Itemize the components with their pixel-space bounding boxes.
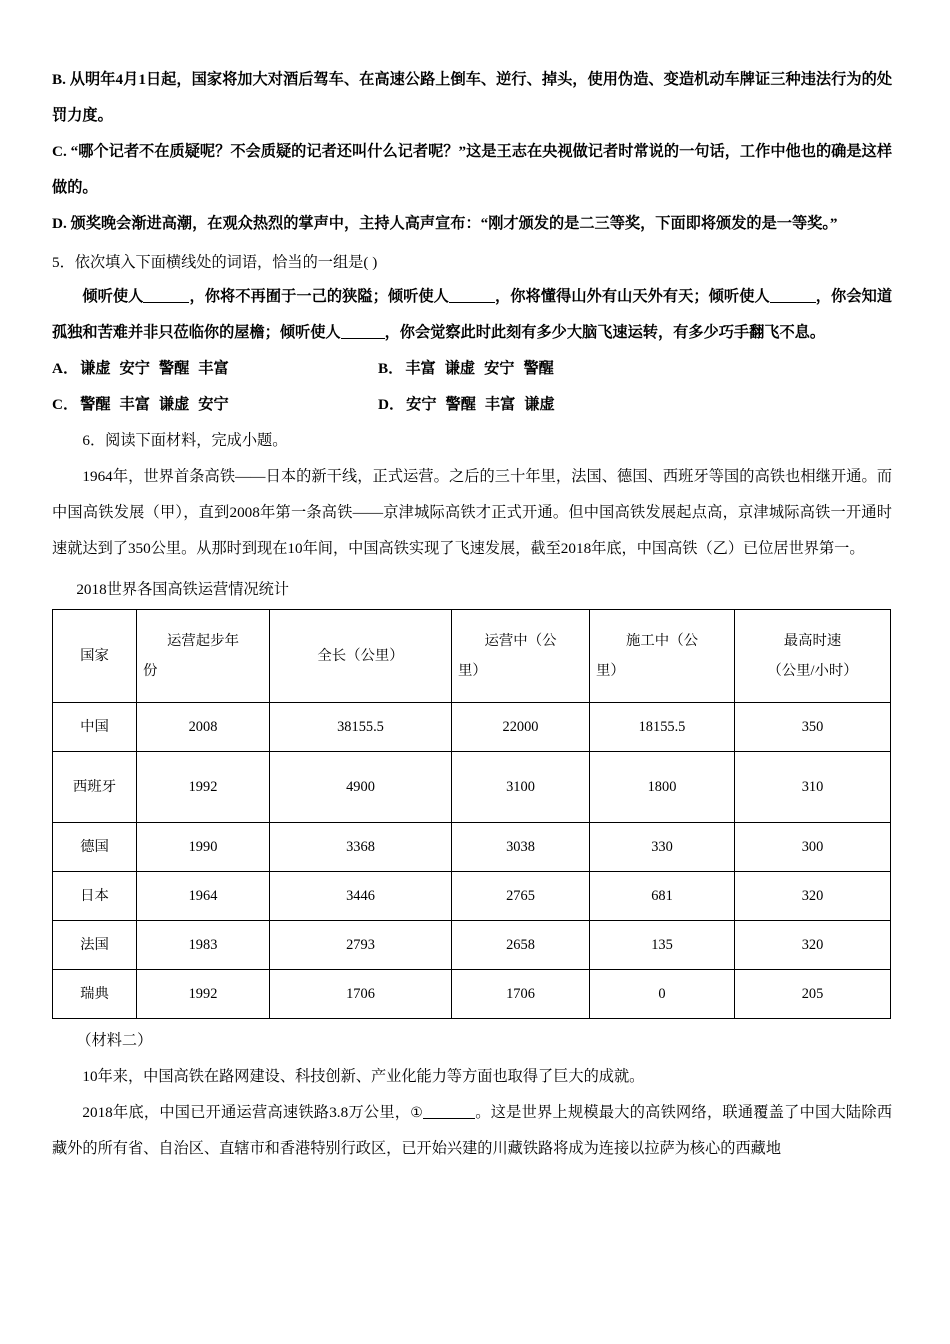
choice-a-words [80, 360, 229, 377]
cell-construction-km: 0 [590, 970, 735, 1019]
choice-c-label: C． [52, 396, 79, 413]
question-5-passage [52, 279, 892, 351]
header-operating [452, 610, 590, 703]
passage-segment-3: ，你将懂得山外有山天外有天；倾听使人 [494, 288, 770, 305]
header-total-length-line1: 全长（公里） [317, 648, 404, 664]
cell-start-year: 2008 [137, 703, 270, 752]
choice-a-word-3: 警醒 [158, 360, 190, 377]
choice-a-word-2: 安宁 [119, 360, 150, 377]
passage-segment-4: ，你会知道孤独和苦难并非只莅临你的屋檐；倾听使人 [52, 288, 893, 341]
header-country [53, 610, 137, 703]
choice-a-label: A． [52, 360, 79, 377]
option-c-text: “哪个记者不在质疑呢？不会质疑的记者还叫什么记者呢？”这是王志在央视做记者时常说的一句话，工作中他也的确是这样做的。 [52, 143, 893, 196]
cell-construction-km: 681 [590, 872, 735, 921]
material-two-p2-part-b: 。这是世界上规模最大的高铁网络，联通覆盖了中国大陆除西藏外的所有省、自治区、直辖市和香港特别行政区，已开始兴建的川藏铁路将成为连接以拉萨为核心的西藏地 [52, 1104, 893, 1157]
cell-total-km: 4900 [270, 752, 452, 823]
table-row [53, 752, 891, 823]
choice-d-label: D． [378, 396, 405, 413]
high-speed-rail-table [52, 609, 891, 1019]
table-row [53, 823, 891, 872]
choice-a-word-1: 谦虚 [80, 360, 111, 377]
material-two-paragraph-2 [52, 1095, 892, 1167]
cell-total-km: 38155.5 [270, 703, 452, 752]
option-d-label: D. [52, 215, 67, 232]
choice-c-word-1: 警醒 [80, 396, 111, 413]
option-d-text: 颁奖晚会渐进高潮，在观众热烈的掌声中，主持人高声宣布：“刚才颁发的是二三等奖，下面即将颁发的是一等奖。” [70, 215, 838, 232]
choice-d-word-2: 警醒 [445, 396, 476, 413]
choice-b-word-2: 谦虚 [444, 360, 476, 377]
cell-start-year: 1992 [137, 970, 270, 1019]
cell-construction-km: 1800 [590, 752, 735, 823]
cell-max-speed: 320 [735, 921, 891, 970]
cell-start-year: 1964 [137, 872, 270, 921]
cell-operating-km: 22000 [452, 703, 590, 752]
cell-total-km: 3446 [270, 872, 452, 921]
option-d-question4 [52, 206, 892, 242]
cell-country: 西班牙 [53, 752, 137, 823]
cell-operating-km: 2765 [452, 872, 590, 921]
cell-construction-km: 135 [590, 921, 735, 970]
choice-b-label: B． [378, 360, 404, 377]
cell-max-speed: 310 [735, 752, 891, 823]
choice-c-word-4: 安宁 [198, 396, 229, 413]
table-row [53, 970, 891, 1019]
cell-start-year: 1990 [137, 823, 270, 872]
passage-segment-2: ，你将不再囿于一己的狭隘；倾听使人 [189, 288, 449, 305]
option-b-label: B. [52, 71, 66, 88]
choice-b-word-1: 丰富 [405, 360, 436, 377]
choice-d-word-4: 谦虚 [524, 396, 555, 413]
header-construction-line2: 里） [596, 663, 625, 679]
blank-marker-1: ① [410, 1105, 424, 1121]
choice-row-2 [52, 387, 892, 423]
cell-max-speed: 320 [735, 872, 891, 921]
option-c-question4 [52, 134, 892, 206]
choice-b-words [405, 360, 554, 377]
question-6-number: 6． [82, 432, 106, 449]
page-content [52, 62, 892, 1167]
header-operating-line2: 里） [458, 663, 487, 679]
choice-a[interactable] [52, 351, 229, 387]
cell-total-km: 3368 [270, 823, 452, 872]
question-5-stem [52, 242, 892, 279]
cell-country: 瑞典 [53, 970, 137, 1019]
cell-operating-km: 3100 [452, 752, 590, 823]
table-row [53, 872, 891, 921]
cell-operating-km: 3038 [452, 823, 590, 872]
option-b-question4 [52, 62, 892, 134]
table-row [53, 703, 891, 752]
fill-blank-marker-1[interactable] [423, 1105, 475, 1119]
choice-row-1 [52, 351, 892, 387]
header-construction-line1: 施工中（公 [626, 633, 698, 649]
table-title: 2018世界各国高铁运营情况统计 [76, 581, 289, 598]
cell-start-year: 1992 [137, 752, 270, 823]
material-one-paragraph: 1964年，世界首条高铁——日本的新干线，正式运营。之后的三十年里，法国、德国、西班牙等国的高铁也相继开通。而中国高铁发展（甲），直到2008年第一条高铁——京津城际高铁才正式开通。但中国高铁发展起点高，京津城际高铁一开通时速就达到了350公里。从那时到现在10年间，中国高铁实现了飞速发展，截至2018年底，中国高铁（乙）已位居世界第一。 [52, 468, 892, 557]
option-b-text: 从明年4月1日起，国家将加大对酒后驾车、在高速公路上倒车、逆行、掉头，使用伪造、变造机动车牌证三种违法行为的处罚力度。 [52, 71, 893, 124]
table-header-row [53, 610, 891, 703]
choice-d-word-3: 丰富 [484, 396, 516, 413]
choice-b-word-4: 警醒 [523, 360, 554, 377]
header-country-line1: 国家 [80, 648, 109, 664]
choice-c-word-3: 谦虚 [158, 396, 190, 413]
header-start-year-line1: 运营起步年 [167, 633, 239, 649]
choice-d-words [406, 396, 555, 413]
material-two-paragraph-1: 10年来，中国高铁在路网建设、科技创新、产业化能力等方面也取得了巨大的成就。 [82, 1068, 645, 1085]
passage-segment-1: 倾听使人 [82, 288, 144, 305]
cell-country: 法国 [53, 921, 137, 970]
fill-blank-1[interactable] [143, 289, 189, 303]
cell-max-speed: 205 [735, 970, 891, 1019]
cell-max-speed: 350 [735, 703, 891, 752]
material-two-label: （材料二） [76, 1032, 153, 1049]
material-two-p2-part-a: 2018年底，中国已开通运营高速铁路3.8万公里， [82, 1104, 411, 1121]
cell-total-km: 2793 [270, 921, 452, 970]
choice-b-word-3: 安宁 [484, 360, 515, 377]
fill-blank-4[interactable] [341, 325, 385, 339]
question-6-stem [52, 423, 892, 459]
choice-c-word-2: 丰富 [119, 396, 150, 413]
header-start-year-line2: 份 [143, 663, 158, 679]
cell-country: 德国 [53, 823, 137, 872]
header-total-length [270, 610, 452, 703]
cell-country: 中国 [53, 703, 137, 752]
option-c-label: C. [52, 143, 67, 160]
choice-d-word-1: 安宁 [406, 396, 437, 413]
fill-blank-3[interactable] [770, 289, 816, 303]
question-5-choices [52, 351, 892, 423]
choice-d[interactable] [378, 387, 555, 423]
header-max-speed-line1: 最高时速 [783, 633, 842, 649]
choice-c[interactable] [52, 387, 229, 423]
choice-b[interactable] [378, 351, 554, 387]
fill-blank-2[interactable] [449, 289, 495, 303]
question-5-stem-text: 依次填入下面横线处的词语，恰当的一组是( ) [74, 254, 378, 271]
header-construction [590, 610, 735, 703]
header-start-year [137, 610, 270, 703]
choice-a-word-4: 丰富 [198, 360, 229, 377]
cell-country: 日本 [53, 872, 137, 921]
header-operating-line1: 运营中（公 [484, 633, 557, 649]
cell-construction-km: 18155.5 [590, 703, 735, 752]
header-max-speed [735, 610, 891, 703]
table-row [53, 921, 891, 970]
cell-construction-km: 330 [590, 823, 735, 872]
passage-segment-5: ，你会觉察此时此刻有多少大脑飞速运转，有多少巧手翻飞不息。 [384, 324, 825, 341]
cell-total-km: 1706 [270, 970, 452, 1019]
cell-operating-km: 1706 [452, 970, 590, 1019]
choice-c-words [80, 396, 229, 413]
header-max-speed-line2: （公里/小时） [767, 663, 858, 679]
cell-start-year: 1983 [137, 921, 270, 970]
question-5-number: 5． [52, 254, 75, 271]
question-6-stem-text: 阅读下面材料，完成小题。 [105, 432, 288, 449]
cell-operating-km: 2658 [452, 921, 590, 970]
cell-max-speed: 300 [735, 823, 891, 872]
